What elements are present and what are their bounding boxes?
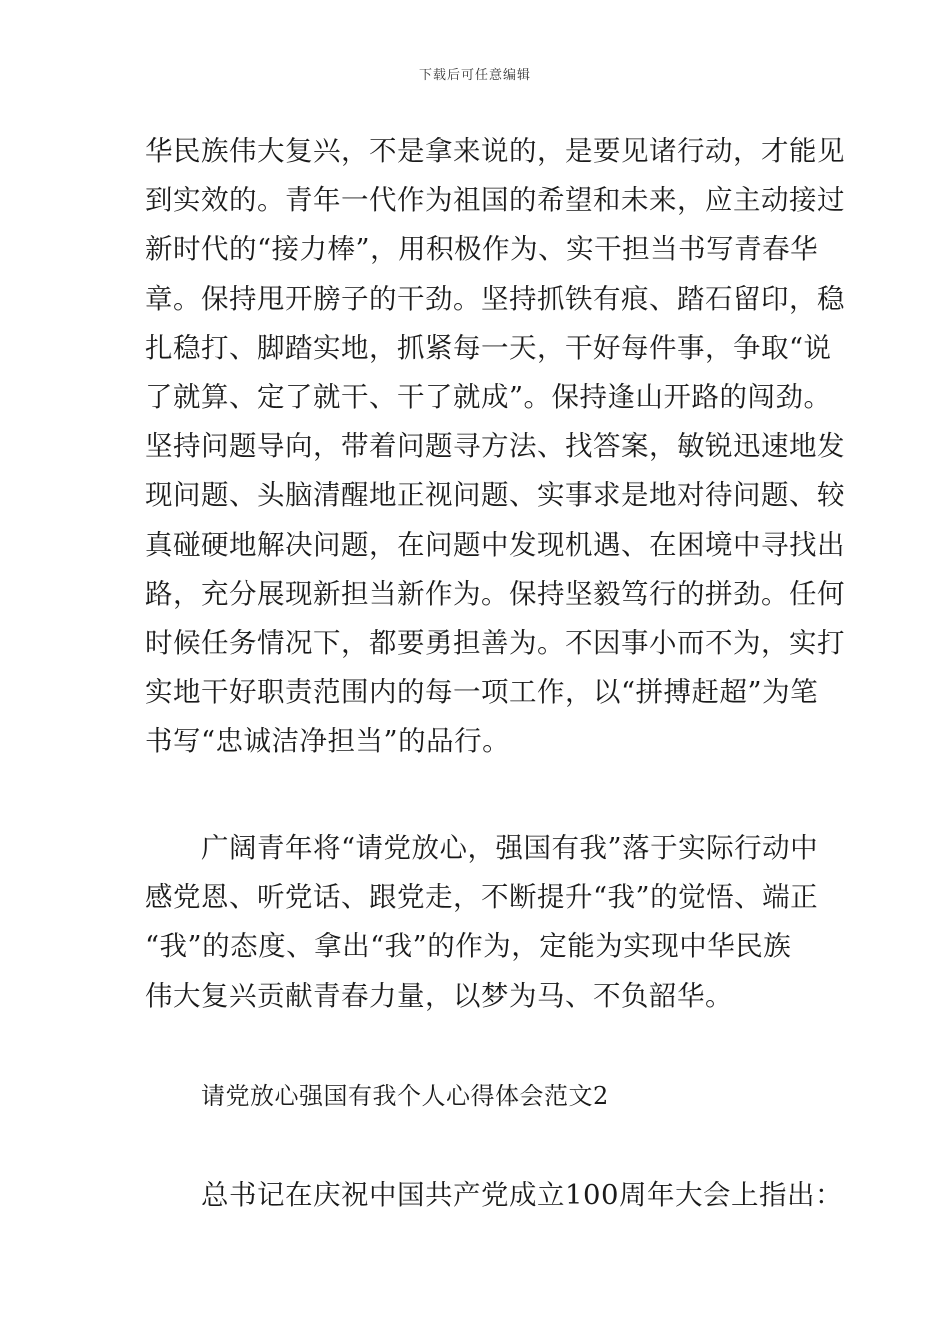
text-line: 伟大复兴贡献青春力量，以梦为马、不负韶华。 <box>145 979 733 1012</box>
text-line: 实地干好职责范围内的每一项工作，以“拼搏赶超”为笔 <box>145 676 819 709</box>
text-line: 章。保持甩开膀子的干劲。坚持抓铁有痕、踏石留印，稳 <box>145 282 845 315</box>
text-line: 广阔青年将“请党放心，强国有我”落于实际行动中 <box>201 832 819 864</box>
text-line: 真碰硬地解决问题，在问题中发现机遇、在困境中寻找出 <box>145 528 845 561</box>
text-line: 新时代的“接力棒”，用积极作为、实干担当书写青春华 <box>145 233 819 266</box>
page-header-note: 下载后可任意编辑 <box>418 68 531 83</box>
text-line: 感党恩、听党话、跟党走，不断提升“我”的觉悟、端正 <box>145 881 819 914</box>
section-title: 请党放心强国有我个人心得体会范文2 <box>201 1082 609 1110</box>
text-line: 现问题、头脑清醒地正视问题、实事求是地对待问题、较 <box>145 479 845 512</box>
text-line: “我”的态度、拿出“我”的作为，定能为实现中华民族 <box>145 930 792 963</box>
text-line: 时候任务情况下，都要勇担善为。不因事小而不为，实打 <box>145 626 845 659</box>
text-line: 到实效的。青年一代作为祖国的希望和未来，应主动接过 <box>145 184 845 217</box>
text-line: 华民族伟大复兴，不是拿来说的，是要见诸行动，才能见 <box>145 135 845 167</box>
paragraph-continuation <box>145 127 845 766</box>
text-line: 总书记在庆祝中国共产党成立100周年大会上指出： <box>201 1179 843 1211</box>
paragraph-opening <box>145 1171 843 1220</box>
text-line: 坚持问题导向，带着问题寻方法、找答案，敏锐迅速地发 <box>145 430 845 463</box>
section-heading <box>145 1072 810 1121</box>
text-line: 路，充分展现新担当新作为。保持坚毅笃行的拼劲。任何 <box>145 577 845 610</box>
text-line: 书写“忠诚洁净担当”的品行。 <box>145 725 511 758</box>
text-line: 了就算、定了就干、干了就成”。保持逢山开路的闯劲。 <box>145 380 832 413</box>
text-line: 扎稳打、脚踏实地，抓紧每一天，干好每件事，争取“说 <box>145 331 832 364</box>
paragraph-conclusion <box>145 824 819 1021</box>
